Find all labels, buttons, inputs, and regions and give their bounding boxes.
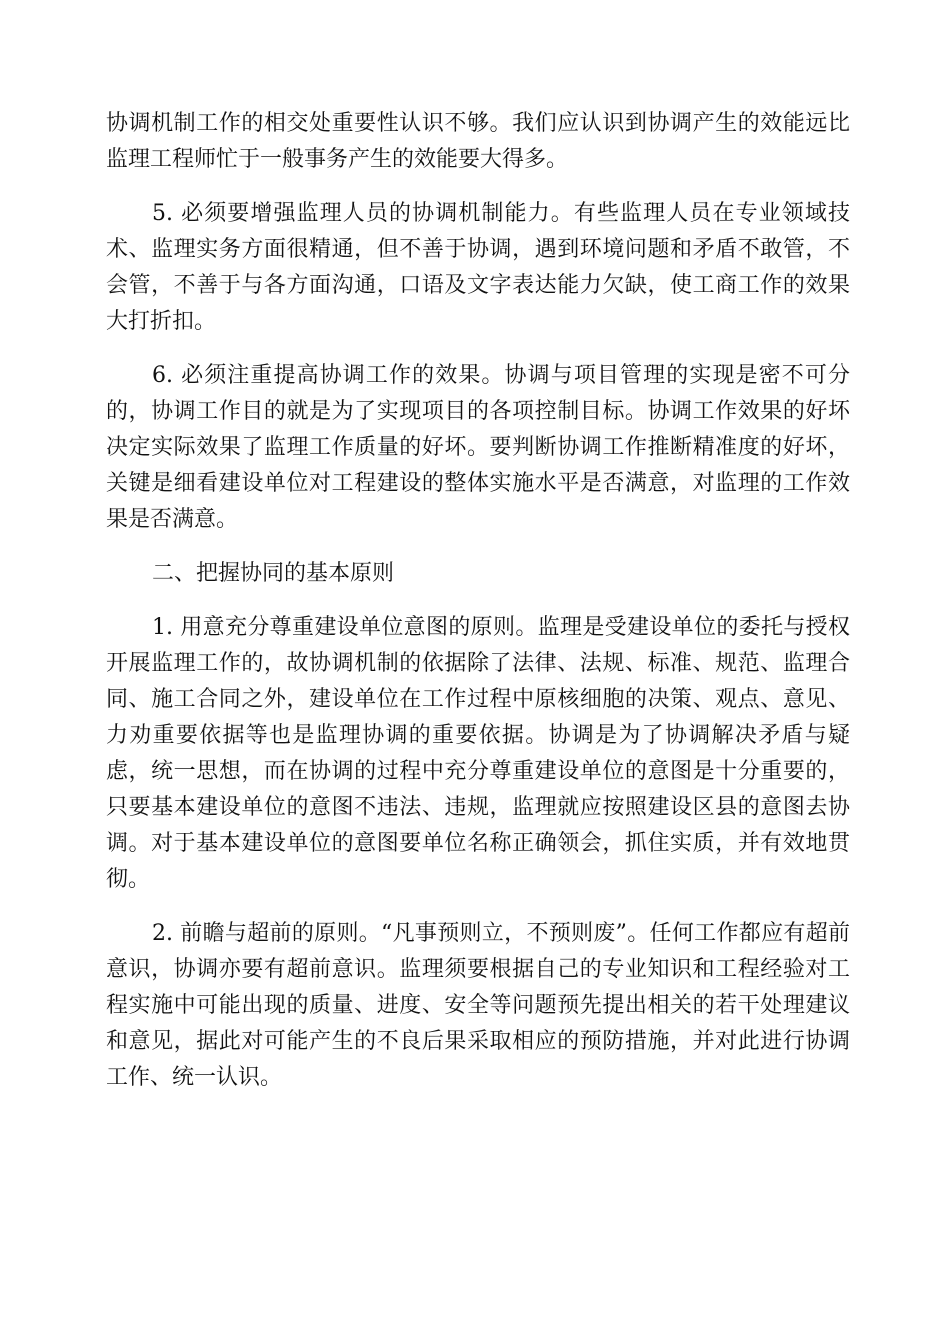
document-body (106, 106, 850, 1114)
paragraph-item-6: 6. 必须注重提高协调工作的效果。协调与项目管理的实现是密不可分的，协调工作目的就是为了实现项目的各项控制目标。协调工作效果的好坏决定实际效果了监理工作质量的好坏。要判断协调工作推断精准度的好坏，关键是细看建设单位对工程建设的整体实施水平是否满意，对监理的工作效果是否满意。 (106, 363, 850, 532)
section-heading-2: 二、把握协同的基本原则 (152, 561, 395, 586)
paragraph-principle-1: 1. 用意充分尊重建设单位意图的原则。监理是受建设单位的委托与授权开展监理工作的，故协调机制的依据除了法律、法规、标准、规范、监理合同、施工合同之外，建设单位在工作过程中原核细胞的决策、观点、意见、力劝重要依据等也是监理协调的重要依据。协调是为了协调解决矛盾与疑虑，统一思想，而在协调的过程中充分尊重建设单位的意图是十分重要的，只要基本建设单位的意图不违法、违规，监理就应按照建设区县的意图去协调。对于基本建设单位的意图要单位名称正确领会，抓住实质，并有效地贯彻。 (106, 615, 850, 892)
paragraph-item-5: 5. 必须要增强监理人员的协调机制能力。有些监理人员在专业领域技术、监理实务方面很精通，但不善于协调，遇到环境问题和矛盾不敢管，不会管，不善于与各方面沟通，口语及文字表达能力欠缺，使工商工作的效果大打折扣。 (106, 201, 850, 334)
paragraph-continuation: 协调机制工作的相交处重要性认识不够。我们应认识到协调产生的效能远比监理工程师忙于一般事务产生的效能要大得多。 (106, 111, 850, 172)
paragraph-principle-2: 2. 前瞻与超前的原则。“凡事预则立，不预则废”。任何工作都应有超前意识，协调亦要有超前意识。监理须要根据自己的专业知识和工程经验对工程实施中可能出现的质量、进度、安全等问题预先提出相关的若干处理建议和意见，据此对可能产生的不良后果采取相应的预防措施，并对此进行协调工作、统一认识。 (106, 921, 850, 1090)
